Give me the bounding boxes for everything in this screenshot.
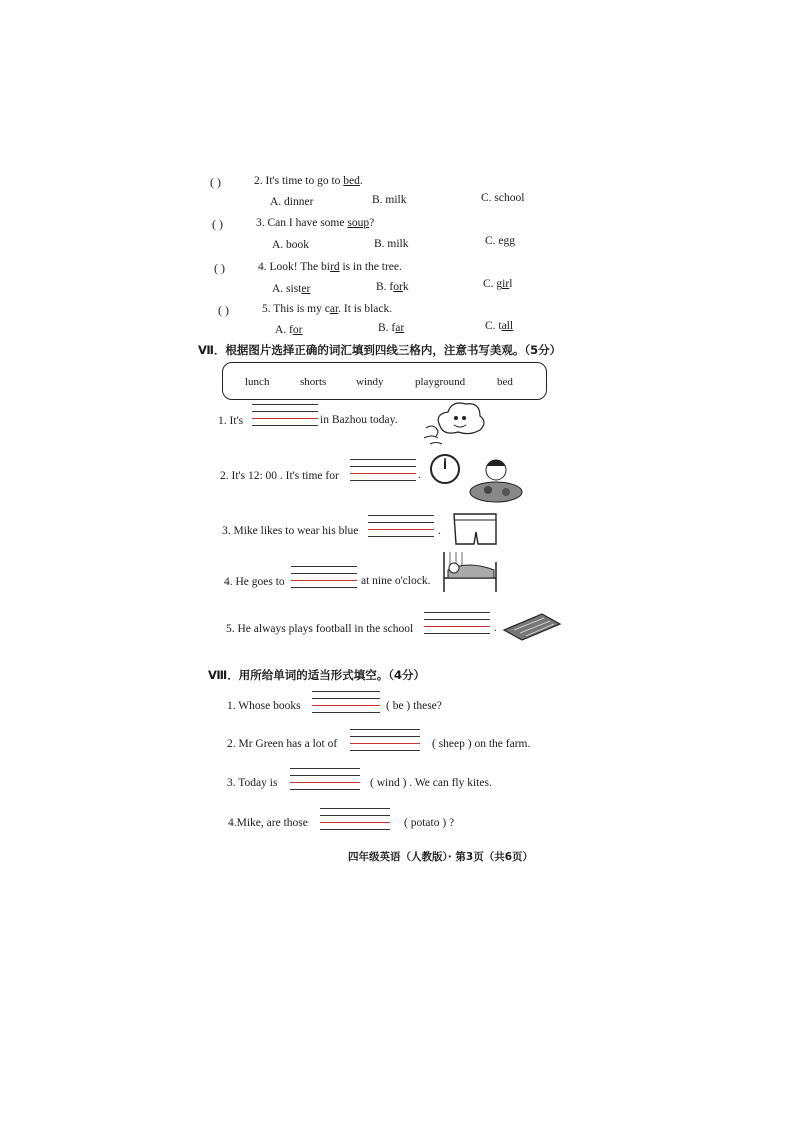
- item-prefix: 3. Mike likes to wear his blue: [222, 525, 359, 537]
- item-suffix: .: [438, 525, 441, 537]
- item-prefix: 4.Mike, are those: [228, 817, 308, 829]
- section-heading-7: Ⅶ．根据图片选择正确的词汇填到四线三格内，注意书写美观。（5分）: [198, 343, 562, 357]
- word-bank-item: shorts: [300, 376, 327, 388]
- word-bank-item: playground: [415, 376, 466, 388]
- item-suffix: .: [418, 469, 421, 481]
- word-bank-item: lunch: [245, 376, 270, 388]
- clock-lunch-icon: [428, 452, 528, 507]
- option-b: B. milk: [372, 194, 407, 206]
- item-suffix: at nine o'clock.: [361, 575, 431, 587]
- option-c: C. school: [481, 192, 525, 204]
- item-prefix: 4. He goes to: [224, 576, 285, 588]
- answer-paren[interactable]: ( ): [210, 175, 221, 189]
- option-b: B. fork: [376, 281, 409, 293]
- word-hint: ( be ) these?: [386, 700, 442, 712]
- word-bank: [222, 362, 547, 400]
- shorts-icon: [452, 512, 500, 546]
- option-a: A. sister: [272, 283, 311, 295]
- option-c: C. girl: [483, 278, 513, 290]
- option-a: A. dinner: [270, 196, 314, 208]
- item-prefix: 2. It's 12: 00 . It's time for: [220, 470, 339, 482]
- writing-lines[interactable]: [291, 566, 357, 594]
- word-hint: ( potato ) ?: [404, 817, 455, 829]
- writing-lines[interactable]: [312, 691, 380, 719]
- question-text: 5. This is my car. It is black.: [262, 303, 393, 315]
- item-prefix: 1. It's: [218, 415, 244, 427]
- item-prefix: 2. Mr Green has a lot of: [227, 738, 338, 750]
- writing-lines[interactable]: [350, 729, 420, 757]
- option-b: B. milk: [374, 238, 409, 250]
- writing-lines[interactable]: [320, 808, 390, 836]
- item-prefix: 3. Today is: [227, 777, 278, 789]
- windy-cloud-icon: [420, 398, 490, 448]
- option-c: C. egg: [485, 235, 516, 247]
- writing-lines[interactable]: [368, 515, 434, 543]
- section-heading-8: Ⅷ．用所给单词的适当形式填空。（4分）: [208, 668, 425, 682]
- item-prefix: 5. He always plays football in the school: [226, 623, 414, 635]
- item-prefix: 1. Whose books: [227, 700, 301, 712]
- word-hint: ( wind ) . We can fly kites.: [370, 777, 492, 789]
- word-hint: ( sheep ) on the farm.: [432, 738, 531, 750]
- word-bank-item: windy: [356, 376, 384, 388]
- answer-paren[interactable]: ( ): [218, 303, 229, 317]
- option-a: A. for: [275, 324, 303, 336]
- answer-paren[interactable]: ( ): [214, 261, 225, 275]
- answer-paren[interactable]: ( ): [212, 217, 223, 231]
- bed-icon: [440, 548, 500, 598]
- question-text: 4. Look! The bird is in the tree.: [258, 261, 402, 273]
- writing-lines[interactable]: [424, 612, 490, 640]
- option-a: A. book: [272, 239, 310, 251]
- playground-icon: [502, 612, 562, 642]
- item-suffix: .: [494, 622, 497, 634]
- option-c: C. tall: [485, 320, 514, 332]
- writing-lines[interactable]: [350, 459, 416, 487]
- question-text: 2. It's time to go to bed.: [254, 175, 363, 187]
- question-text: 3. Can I have some soup?: [256, 217, 375, 229]
- word-bank-item: bed: [497, 376, 513, 388]
- option-b: B. far: [378, 322, 405, 334]
- writing-lines[interactable]: [252, 404, 318, 432]
- item-suffix: in Bazhou today.: [320, 414, 398, 426]
- writing-lines[interactable]: [290, 768, 360, 796]
- page-footer: 四年级英语（人教版）· 第3页（共6页）: [348, 851, 534, 863]
